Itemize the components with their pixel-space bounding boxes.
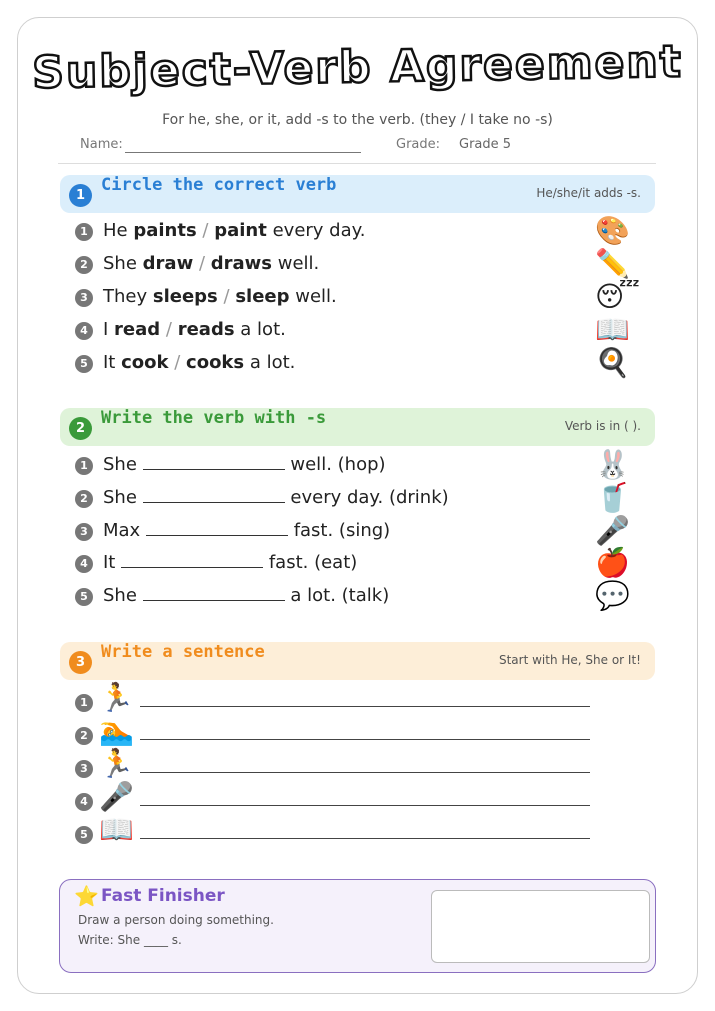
item-number: 3 [75,289,93,307]
item-number: 5 [75,826,93,844]
cup-icon: 🥤 [595,481,630,514]
palette-icon: 🎨 [595,214,630,247]
item-number: 2 [75,727,93,745]
item-number: 2 [75,490,93,508]
apple-icon: 🍎 [595,546,630,579]
page-subtitle: For he, she, or it, add -s to the verb. (they / I take no -s) [162,112,553,128]
grade-value: Grade 5 [459,137,512,152]
runner-icon: 🏃 [99,747,134,780]
verb-option-1[interactable]: paints [133,220,197,241]
item-number: 1 [75,457,93,475]
item-sentence: I read / reads a lot. [103,319,286,340]
book-icon: 📖 [99,813,134,846]
item-number: 4 [75,555,93,573]
item-number: 1 [75,223,93,241]
fast-finisher-prompt: Write: She ____ s. [78,933,182,947]
pencil-icon: ✏️ [595,247,630,280]
verb-option-1[interactable]: read [114,319,161,340]
verb-option-1[interactable]: draw [142,253,194,274]
fill-item-5 [75,579,635,612]
verb-option-2[interactable]: paint [214,220,267,241]
item-number: 2 [75,256,93,274]
section-3-header [60,642,655,680]
answer-blank[interactable] [121,552,263,568]
item-sentence: She every day. (drink) [103,487,449,508]
circle-item-2 [75,247,635,280]
verb-option-2[interactable]: sleep [235,286,290,307]
section-3-title: Write a sentence [101,642,265,662]
item-sentence: Max fast. (sing) [103,520,391,541]
circle-item-1 [75,214,635,247]
answer-blank[interactable] [146,520,288,536]
name-field[interactable] [80,137,123,152]
item-sentence: She well. (hop) [103,454,386,475]
section-1-number: 1 [69,184,92,207]
fill-item-3 [75,514,635,547]
item-number: 4 [75,793,93,811]
rabbit-icon: 🐰 [595,448,630,481]
verb-option-1[interactable]: sleeps [152,286,218,307]
verb-option-2[interactable]: draws [210,253,273,274]
item-sentence: She a lot. (talk) [103,585,390,606]
item-sentence: It cook / cooks a lot. [103,352,296,373]
section-1-hint: He/she/it adds -s. [536,186,641,200]
sentence-item-4 [75,780,595,817]
verb-option-2[interactable]: cooks [186,352,245,373]
verb-option-2[interactable]: reads [177,319,235,340]
answer-blank[interactable] [143,585,285,601]
speech-bubble-icon: 💬 [595,579,630,612]
microphone-icon: 🎤 [595,514,630,547]
star-icon: ⭐ [74,884,99,908]
item-sentence: He paints / paint every day. [103,220,366,241]
item-sentence: She draw / draws well. [103,253,320,274]
fast-finisher-instruction: Draw a person doing something. [78,913,274,927]
section-2-hint: Verb is in ( ). [564,419,641,433]
answer-blank[interactable] [143,454,285,470]
section-1-header [60,175,655,213]
item-sentence: They sleeps / sleep well. [103,286,337,307]
fill-item-2 [75,481,635,514]
item-number: 1 [75,694,93,712]
item-number: 4 [75,322,93,340]
circle-item-4 [75,313,635,346]
circle-item-3 [75,280,640,313]
section-2-header [60,408,655,446]
item-number: 5 [75,355,93,373]
sleeping-face-icon: 😴 [595,280,640,313]
verb-option-1[interactable]: cook [121,352,169,373]
sentence-item-3 [75,747,595,784]
drawing-box[interactable] [431,890,650,963]
sentence-item-2 [75,714,595,751]
item-number: 3 [75,523,93,541]
writing-line[interactable] [140,838,590,839]
writing-line[interactable] [140,706,590,707]
fast-finisher-title: Fast Finisher [101,886,225,906]
section-1-title: Circle the correct verb [101,175,337,195]
answer-blank[interactable] [143,487,285,503]
writing-line[interactable] [140,805,590,806]
sentence-item-5 [75,813,595,850]
section-3-hint: Start with He, She or It! [498,653,641,667]
swimmer-icon: 🏊 [99,714,134,747]
book-icon: 📖 [595,313,630,346]
section-2-number: 2 [69,417,92,440]
runner-icon: 🏃 [99,681,134,714]
fast-finisher-box [59,879,656,973]
header-divider [58,163,656,164]
frying-pan-icon: 🍳 [595,346,630,379]
name-label: Name: [80,137,123,152]
circle-item-5 [75,346,635,379]
fill-item-1 [75,448,635,481]
writing-line[interactable] [140,739,590,740]
page-title: Subject-Verb Agreement [31,36,684,99]
writing-line[interactable] [140,772,590,773]
item-number: 5 [75,588,93,606]
section-3-number: 3 [69,651,92,674]
microphone-icon: 🎤 [99,780,134,813]
item-sentence: It fast. (eat) [103,552,358,573]
grade-label: Grade: [396,137,441,152]
section-2-title: Write the verb with -s [101,408,327,428]
fill-item-4 [75,546,635,579]
name-line[interactable] [125,152,361,153]
item-number: 3 [75,760,93,778]
sentence-item-1 [75,681,595,718]
